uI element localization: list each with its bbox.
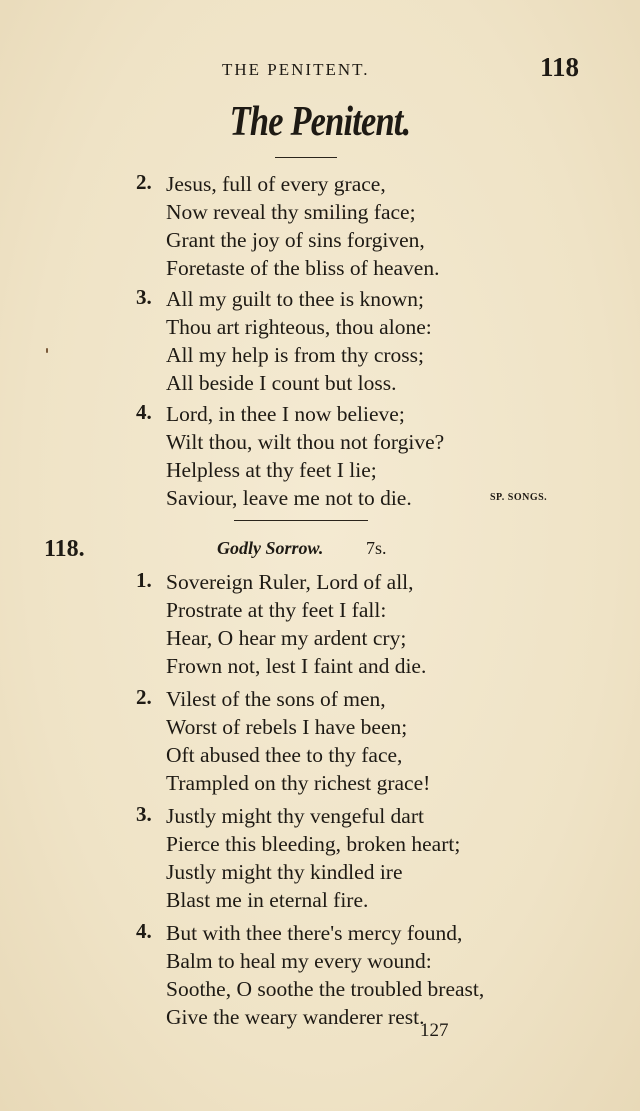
verse-line: Vilest of the sons of men,: [166, 687, 386, 711]
verse-line: Worst of rebels I have been;: [166, 715, 408, 739]
verse-line: Wilt thou, wilt thou not forgive?: [166, 430, 445, 454]
verse-line: Soothe, O soothe the troubled breast,: [166, 977, 485, 1001]
stanza-number: 3.: [136, 285, 152, 309]
stanza-lines: [166, 400, 444, 512]
attribution: SP. SONGS.: [490, 492, 548, 503]
hymn-number: 118.: [44, 536, 85, 562]
stanza-number: 1.: [136, 568, 152, 592]
stanza-lines: [166, 285, 432, 397]
verse-line: Saviour, leave me not to die.: [166, 486, 412, 510]
verse-line: But with thee there's mercy found,: [166, 921, 463, 945]
stanza-number: 4.: [136, 400, 152, 424]
verse-line: Justly might thy kindled ire: [166, 860, 403, 884]
stanza-lines: [166, 170, 439, 282]
verse-line: Blast me in eternal fire.: [166, 888, 369, 912]
verse-line: Lord, in thee I now believe;: [166, 402, 405, 426]
verse-line: Pierce this bleeding, broken heart;: [166, 832, 461, 856]
hymn-divider-rule: [234, 520, 368, 521]
verse-line: Hear, O hear my ardent cry;: [166, 626, 407, 650]
hymn-title: Godly Sorrow.: [217, 538, 324, 558]
running-head: THE PENITENT.: [222, 60, 370, 79]
ink-speck: [46, 348, 48, 353]
stanza-lines: [166, 802, 460, 914]
verse-line: Balm to heal my every wound:: [166, 949, 432, 973]
verse-line: All my help is from thy cross;: [166, 343, 424, 367]
title-rule: [275, 157, 337, 158]
verse-line: Sovereign Ruler, Lord of all,: [166, 570, 414, 594]
verse-line: Grant the joy of sins forgiven,: [166, 228, 425, 252]
hymn-meter: 7s.: [366, 538, 387, 558]
verse-line: Frown not, lest I faint and die.: [166, 654, 427, 678]
stanza-lines: [166, 568, 426, 680]
stanza-lines: [166, 685, 430, 797]
page-number-bottom: 127: [420, 1020, 449, 1041]
section-title: The Penitent.: [229, 99, 411, 145]
verse-line: All my guilt to thee is known;: [166, 287, 424, 311]
verse-line: Jesus, full of every grace,: [166, 172, 386, 196]
verse-line: Foretaste of the bliss of heaven.: [166, 256, 440, 280]
verse-line: Justly might thy vengeful dart: [166, 804, 424, 828]
verse-line: Prostrate at thy feet I fall:: [166, 598, 387, 622]
stanza-number: 2.: [136, 170, 152, 194]
stanza-number: 4.: [136, 919, 152, 943]
stanza-number: 2.: [136, 685, 152, 709]
stanza-number: 3.: [136, 802, 152, 826]
stanza-lines: [166, 919, 484, 1031]
verse-line: Thou art righteous, thou alone:: [166, 315, 432, 339]
page-number-top: 118: [540, 52, 580, 82]
verse-line: All beside I count but loss.: [166, 371, 397, 395]
verse-line: Oft abused thee to thy face,: [166, 743, 403, 767]
verse-line: Now reveal thy smiling face;: [166, 200, 416, 224]
verse-line: Give the weary wanderer rest.: [166, 1005, 425, 1029]
verse-line: Helpless at thy feet I lie;: [166, 458, 377, 482]
verse-line: Trampled on thy richest grace!: [166, 771, 431, 795]
